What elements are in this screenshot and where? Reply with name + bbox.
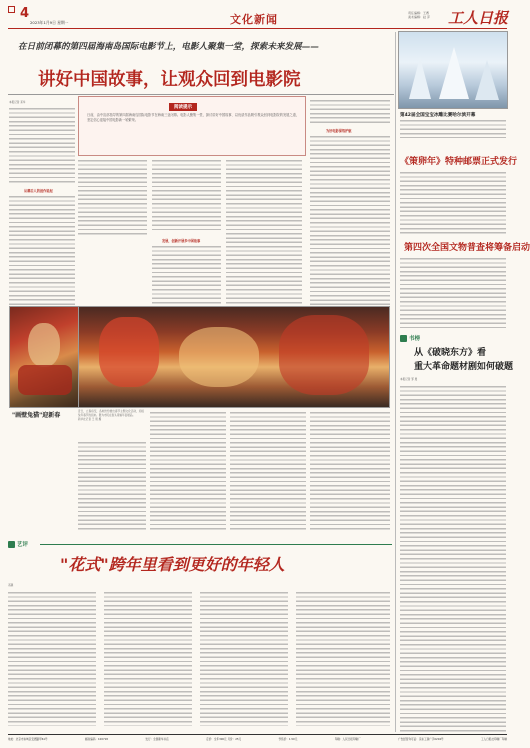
subhead: 发展，创新开展多中国故事: [162, 239, 201, 243]
article-column: [230, 412, 306, 532]
article-column: [152, 160, 221, 232]
editor-info: 责任编辑：王赛 美术编辑：赵 萍: [408, 11, 430, 20]
section-rule: [40, 544, 392, 545]
article-body: [400, 386, 506, 732]
date-line: 2023年1月9日 星期一: [30, 20, 69, 25]
footer-item: 发行：全国新华书店: [145, 738, 169, 741]
article-title: 第四次全国文物普查将筹备启动: [404, 243, 530, 253]
article-body: [400, 172, 506, 234]
new-year-figurine-photo: [9, 306, 79, 408]
byline: 本报记者 邓华: [9, 101, 26, 104]
section-label: 艺评: [17, 542, 29, 548]
quote-box: [78, 96, 306, 156]
article-column: [296, 592, 390, 726]
header-rule: [8, 28, 507, 29]
article-column: [200, 592, 288, 726]
quote-text: 日前，由中宣部指导的第四届海南岛国际电影节在海南三亚闭幕。电影人聚集一堂，探讨讲好中国故事、以优质作品吸引观众回到电影院的发展之道，坚定信心迎接中国电影新一轮繁荣。: [87, 113, 299, 123]
article-title: 《策卵年》特种邮票正式发行: [400, 157, 518, 167]
article-column: [8, 592, 96, 726]
footer-item: 地址：北京市东城区安德路甲61号: [8, 738, 48, 741]
column-divider: [395, 32, 396, 732]
article-column: [9, 108, 75, 183]
photo-caption: 近日，立春将至，各地纷纷推出春节主题文化活动，迎接兔年春节的到来。图为市民在街头观看年俗展品。 新华社记者 王 毅 摄: [78, 410, 144, 422]
photo-caption: [400, 120, 506, 138]
book-review-title: 从《破晓东方》看 重大革命题材剧如何破题: [414, 348, 514, 372]
footer-item: 广告经营许可证：京东工商广字0204号: [398, 738, 444, 741]
footer-item: 定价：全年300元 月价：25元: [206, 738, 242, 741]
brand-logo: 工人日报: [448, 9, 509, 27]
article-column: [226, 160, 302, 305]
byline: 邓越: [8, 584, 14, 587]
section-badge-icon: [400, 335, 407, 342]
byline: 本报记者 邹 晨: [400, 378, 418, 381]
subhead: 从幕后人的创作说起: [24, 189, 53, 193]
photo-caption-title: 第42届全国宝宝冰雕比赛哈尔滨开幕: [400, 113, 476, 118]
footer-item: 零售价：1.50元: [278, 738, 298, 741]
quote-title: 阅读提示: [169, 103, 197, 111]
footer-item: 工人日报社印刷厂印制: [481, 738, 507, 741]
article-column: [150, 412, 226, 532]
article-column: [152, 246, 221, 306]
section-tag: [8, 540, 28, 548]
subhead: 为好电影保驾护航: [326, 129, 352, 133]
section-label: 书榜: [409, 336, 421, 342]
review-headline: "花式"跨年里看到更好的年轻人: [60, 555, 285, 574]
masthead: [8, 6, 508, 28]
footer: [8, 737, 507, 741]
page-number: 4: [20, 6, 30, 21]
ice-sculpture-photo: [398, 31, 508, 109]
lantern-exhibition-photo: [78, 306, 390, 408]
article-column: [9, 196, 75, 306]
article-column: [78, 160, 147, 235]
footer-item: 邮政编码：100718: [85, 738, 108, 741]
section-title: 文化新闻: [230, 13, 278, 26]
article-column: [104, 592, 192, 726]
article-body: [400, 258, 506, 328]
article-column: [78, 442, 146, 532]
kicker: 在日前闭幕的第四届海南岛国际电影节上，电影人聚集一堂，探索未来发展——: [18, 42, 319, 52]
footer-rule: [8, 734, 507, 735]
headline-rule: [8, 94, 394, 95]
article-column: [310, 100, 390, 124]
article-column: [310, 412, 390, 532]
article-column: [310, 136, 390, 306]
main-headline: 讲好中国故事，让观众回到电影院: [38, 70, 301, 90]
photo-caption-title: "画壁兔猫"迎新春: [12, 412, 61, 419]
book-section-tag: [400, 334, 420, 342]
section-badge-icon: [8, 541, 15, 548]
art-review-section: [8, 540, 392, 730]
footer-item: 印刷：人民日报印刷厂: [334, 738, 361, 741]
